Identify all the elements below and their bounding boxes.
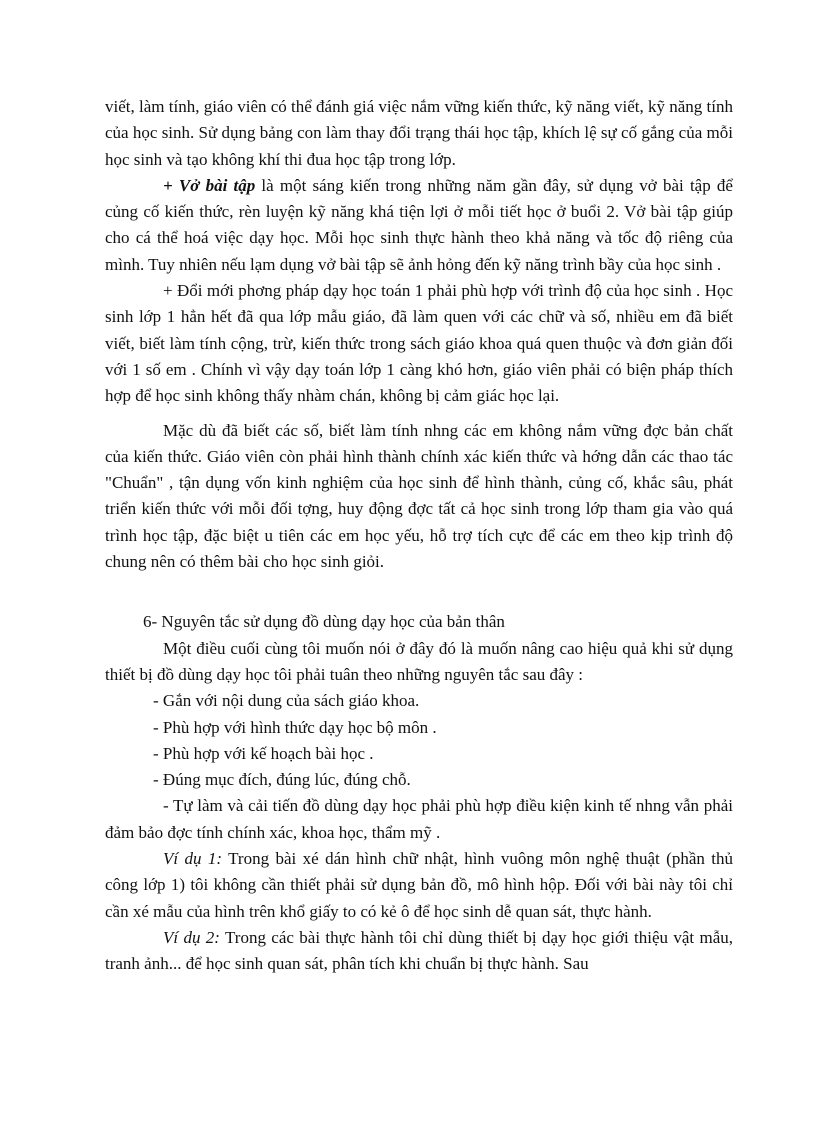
example-1-text: Trong bài xé dán hình chữ nhật, hình vuông môn nghệ thuật (phần thủ công lớp 1) tôi không cần thiết phải sử dụng bản đồ, mô hình hộp. Đối với bài này tôi chỉ cần xé mẫu của hình trên khổ giấy to có kẻ ô để học sinh dễ quan sát, thực hành. [105,849,733,921]
spacer [105,410,733,418]
section-intro: Một điều cuối cùng tôi muốn nói ở đây đó là muốn nâng cao hiệu quả khi sử dụng thiết bị đồ dùng dạy học tôi phải tuân theo những nguyên tắc sau đây : [105,638,733,684]
rule-item: - Gắn với nội dung của sách giáo khoa. [153,691,420,711]
paragraph-method-innovation: + Đổi mới phơng pháp dạy học toán 1 phải phù hợp với trình độ của học sinh . Học sinh lớp 1 hẳn hết đã qua lớp mẫu giáo, đã làm quen với các chữ và số, nhiều em đã biết viết, biết làm tính cộng, trừ, kiến thức trong sách giáo khoa quá quen thuộc và đơn giản đối với 1 số em . Chính vì vậy dạy toán lớp 1 càng khó hơn, giáo viên phải có biện pháp thích hợp để học sinh không thấy nhàm chán, không bị cảm giác học lại. [105,281,733,406]
rule-item: - Phù hợp với hình thức dạy học bộ môn . [153,717,437,737]
example-2-label: Ví dụ 2: [163,927,220,947]
paragraph-board-use: viết, làm tính, giáo viên có thể đánh giá việc nắm vững kiến thức, kỹ năng viết, kỹ năng tính của học sinh. Sử dụng bảng con làm thay đổi trạng thái học tập, khích lệ sự cố gắng của mỗi học sinh và tạo không khí thi đua học tập trong lớp. [105,97,733,169]
paragraph-exercise-book [105,173,733,278]
exercise-book-lead: + Vở bài tập [163,175,256,195]
rule-item-self-made: - Tự làm và cải tiến đồ dùng dạy học phải phù hợp điều kiện kinh tế nhng vẫn phải đảm bảo đợc tính chính xác, khoa học, thẩm mỹ . [105,796,733,842]
spacer [105,575,733,609]
exercise-book-text: là một sáng kiến trong những năm gần đây, sử dụng vở bài tập để củng cố kiến thức, rèn luyện kỹ năng khá tiện lợi ở mỗi tiết học ở buổi 2. Vở bài tập giúp cho cá thể hoá việc dạy học. Mỗi học sinh thực hành theo khả năng và tốc độ riêng của mình. Tuy nhiên nếu lạm dụng vở bài tập sẽ ảnh hỏng đến kỹ năng trình bầy của học sinh . [105,175,733,274]
example-2 [105,925,733,978]
section-heading: 6- Nguyên tắc sử dụng đồ dùng dạy học của bản thân [143,612,505,632]
example-2-text: Trong các bài thực hành tôi chỉ dùng thiết bị dạy học giới thiệu vật mẫu, tranh ảnh... để học sinh quan sát, phân tích khi chuẩn bị thực hành. Sau [105,927,733,974]
rule-item: - Đúng mục đích, đúng lúc, đúng chỗ. [153,770,411,790]
example-1-label: Ví dụ 1: [163,849,223,869]
rule-item: - Phù hợp với kế hoạch bài học . [153,743,374,763]
document-page [105,94,733,978]
paragraph-knowledge: Mặc dù đã biết các số, biết làm tính nhng các em không nắm vững đợc bản chất của kiến thức. Giáo viên còn phải hình thành chính xác kiến thức và hớng dẫn các thao tác "Chuẩn" , tận dụng vốn kinh nghiệm của học sinh để hình thành, củng cố, khắc sâu, phát triển kiến thức với mỗi đối tợng, huy động đợc tất cả học sinh trong lớp tham gia vào quá trình học tập, đặc biệt u tiên các em học yếu, hỗ trợ tích cực để các em theo kịp trình độ chung nên có thêm bài cho học sinh giỏi. [105,420,733,572]
example-1 [105,846,733,925]
